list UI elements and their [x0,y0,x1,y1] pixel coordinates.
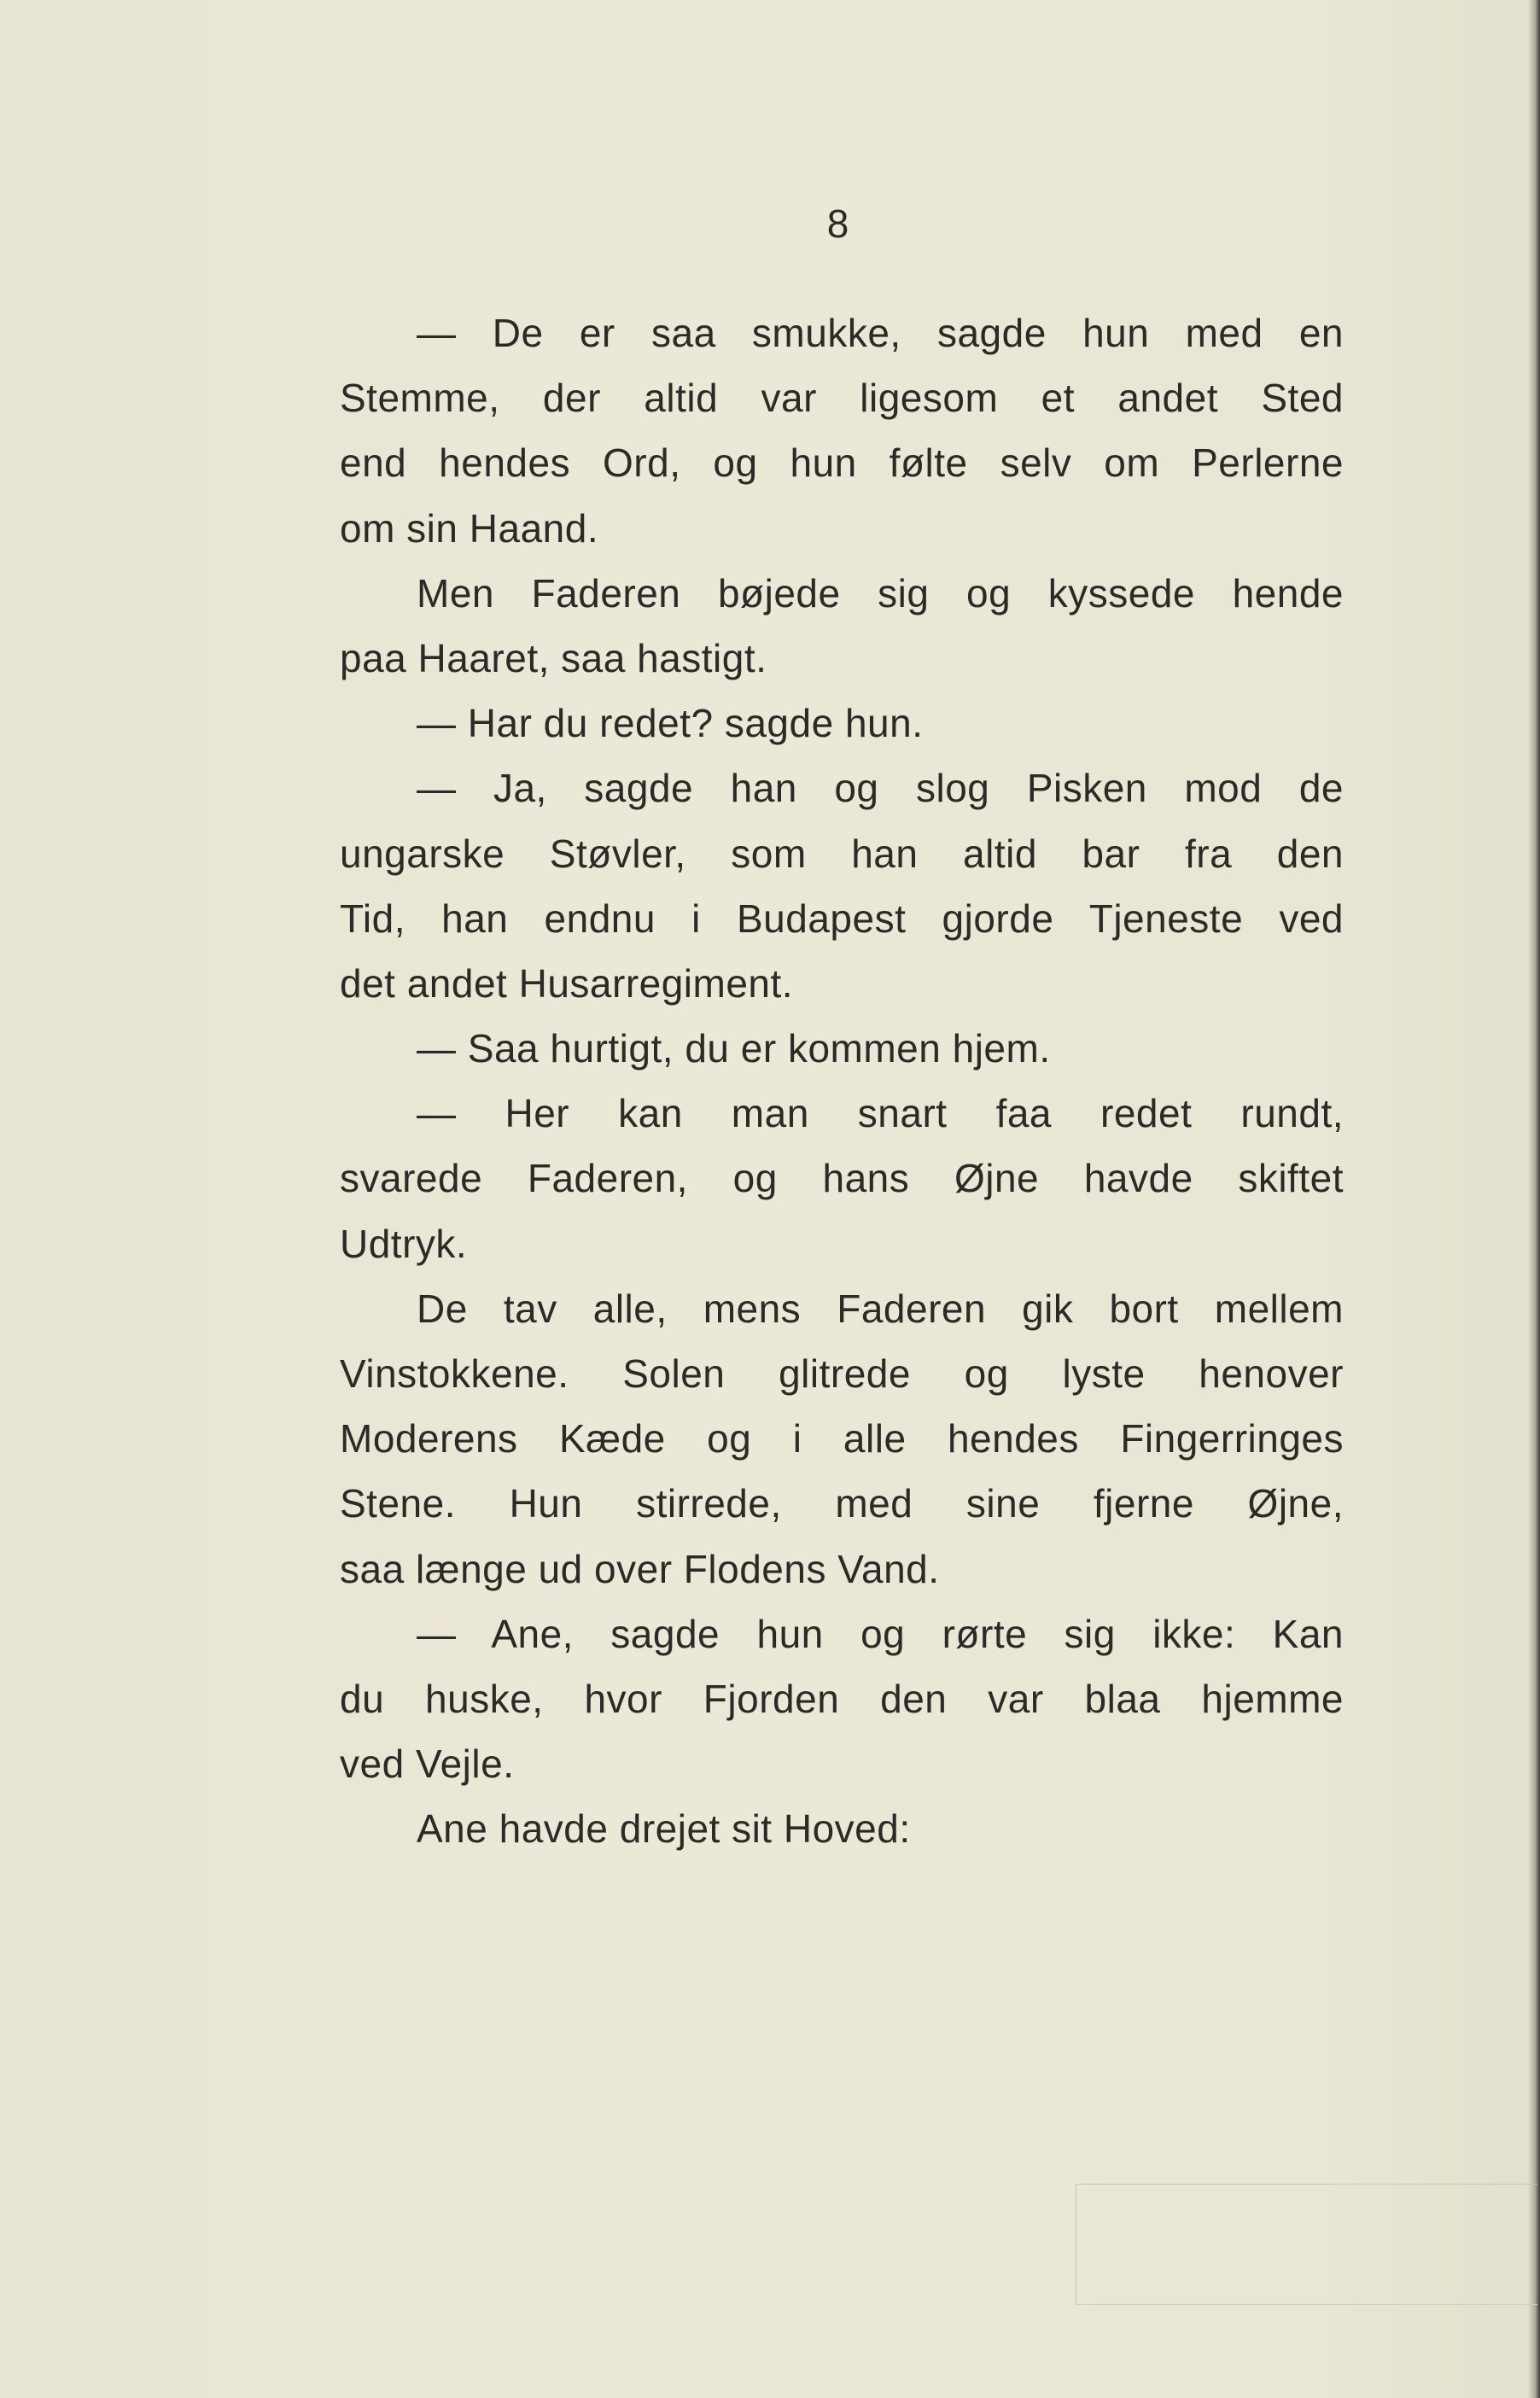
text-line: — Ane, sagde hun og rørte sig ikke: Kan [417,1611,1344,1656]
text-line: ungarske Støvler, som han altid bar fra den [340,831,1344,876]
text-line: — Har du redet? sagde hun. [417,701,924,746]
text-line: Stene. Hun stirrede, med sine fjerne Øjne, [340,1481,1344,1526]
text-line: du huske, hvor Fjorden den var blaa hjemme [340,1676,1344,1721]
text-line: det andet Husarregiment. [340,960,794,1006]
page-number: 8 [826,201,850,246]
body-text [340,300,1344,1862]
text-line: Moderens Kæde og i alle hendes Fingerringes [340,1416,1344,1462]
text-line: Stemme, der altid var ligesom et andet Sted [340,376,1344,421]
text-line: om sin Haand. [340,505,599,551]
text-line: svarede Faderen, og hans Øjne havde skiftet [340,1156,1344,1201]
text-line: — Her kan man snart faa redet rundt, [417,1091,1344,1136]
faint-stamp-outline [1076,2184,1537,2305]
text-line: Ane havde drejet sit Hoved: [417,1806,911,1852]
text-line: — Saa hurtigt, du er kommen hjem. [417,1026,1051,1071]
text-line: ved Vejle. [340,1742,515,1787]
text-line: end hendes Ord, og hun følte selv om Perlerne [340,441,1344,486]
text-line: Men Faderen bøjede sig og kyssede hende [417,570,1344,616]
text-line: Udtryk. [340,1221,468,1266]
text-line: — Ja, sagde han og slog Pisken mod de [417,766,1344,811]
text-line: — De er saa smukke, sagde hun med en [417,311,1344,355]
text-line: Tid, han endnu i Budapest gjorde Tjeneste ved [340,896,1344,941]
page-edge-shadow [1528,0,1540,2398]
text-line: De tav alle, mens Faderen gik bort mellem [417,1286,1344,1331]
text-line: Vinstokkene. Solen glitrede og lyste henover [340,1351,1344,1396]
text-line: saa længe ud over Flodens Vand. [340,1546,940,1591]
text-line: paa Haaret, saa hastigt. [340,635,767,680]
